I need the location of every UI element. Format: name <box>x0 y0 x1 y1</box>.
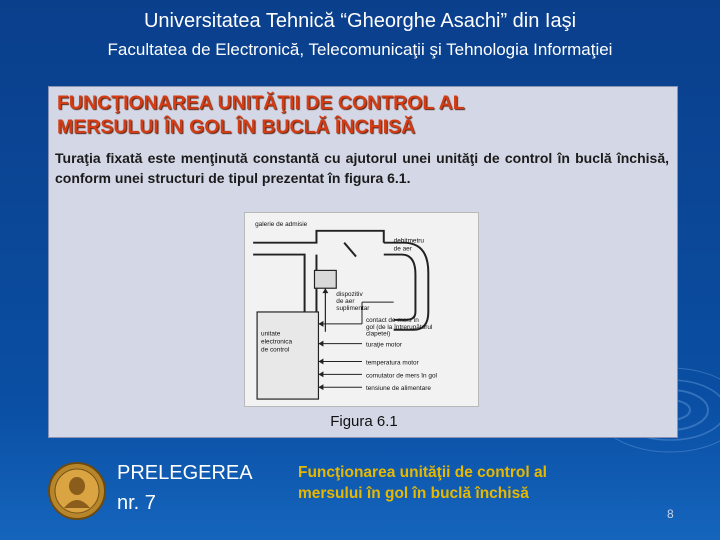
label-ecu-1: unitate <box>261 330 281 338</box>
label-rpm: turaţie motor <box>365 341 403 349</box>
lecture-number: nr. 7 <box>117 492 156 514</box>
label-ecu-3: de control <box>261 346 290 354</box>
label-contact-3: clapetei) <box>365 330 391 338</box>
label-device-1: dispozitiv <box>336 291 363 299</box>
label-airflow-1: debitmetru <box>393 237 425 245</box>
footer-title <box>298 462 638 504</box>
label-voltage: tensiune de alimentare <box>365 385 431 393</box>
label-temp: temperatura motor <box>365 359 419 367</box>
label-device-3: suplimentar <box>336 304 370 312</box>
label-airflow-2: de aer <box>393 245 412 253</box>
lecture-label <box>117 458 292 518</box>
footer-title-line-1: Funcţionarea unităţii de control al <box>298 464 547 481</box>
label-intake: galerie de admisie <box>255 220 308 228</box>
footer-title-line-2: mersului în gol în buclă închisă <box>298 485 529 502</box>
body-paragraph: Turaţia fixată este menţinută constantă cu ajutorul unei unităţi de control în buclă închisă, conform unei structuri de tipul prezentat în figura 6.1. <box>55 150 669 186</box>
university-seal-logo <box>48 462 106 520</box>
figure-diagram <box>244 212 479 407</box>
slide-heading-line-2: MERSULUI ÎN GOL ÎN BUCLĂ ÎNCHISĂ <box>57 116 416 138</box>
label-contact-2: gol (de la întrerupătorul <box>365 323 433 331</box>
slide-heading <box>57 91 657 139</box>
figure-caption: Figura 6.1 <box>330 413 398 430</box>
content-panel <box>48 86 678 438</box>
idle-control-diagram <box>245 213 478 406</box>
university-title: Universitatea Tehnică “Gheorghe Asachi” din Iaşi <box>143 10 577 32</box>
page-number: 8 <box>667 507 674 521</box>
label-device-2: de aer <box>336 298 355 306</box>
slide-heading-line-1: FUNCŢIONAREA UNITĂŢII DE CONTROL AL <box>57 92 465 114</box>
faculty-title: Facultatea de Electronică, Telecomunicaţii şi Tehnologia Informaţiei <box>107 40 613 59</box>
lecture-label-line-1: PRELEGEREA <box>117 462 253 484</box>
label-switch: comutator de mers în gol <box>365 372 437 380</box>
label-contact-1: contact de mers în <box>365 316 419 324</box>
label-ecu-2: electronica <box>261 338 293 346</box>
